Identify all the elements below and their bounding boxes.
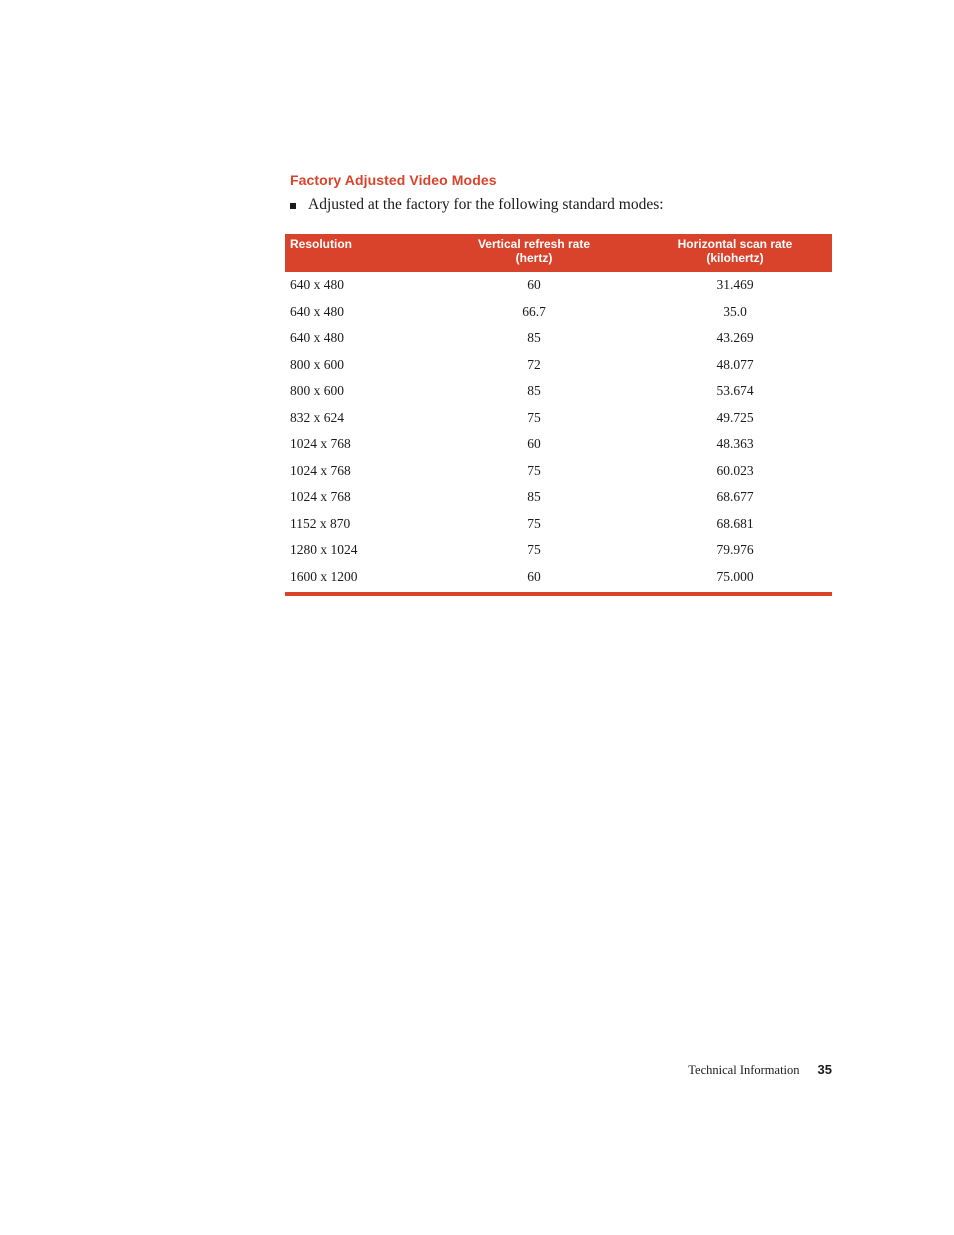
table-row	[285, 484, 832, 511]
header-horizontal-line1: Horizontal scan rate	[677, 237, 793, 251]
cell-resolution: 800 x 600	[290, 383, 344, 399]
table-row	[285, 537, 832, 564]
cell-horizontal-scan: 48.363	[716, 436, 754, 452]
cell-horizontal-scan: 68.677	[716, 489, 754, 505]
header-horizontal-line2: (kilohertz)	[706, 251, 764, 265]
cell-vertical-refresh: 75	[527, 542, 541, 558]
table-body	[285, 272, 832, 594]
footer-section-label: Technical Information	[688, 1063, 800, 1077]
cell-horizontal-scan: 43.269	[716, 330, 754, 346]
cell-horizontal-scan: 48.077	[716, 356, 754, 372]
table-row	[285, 511, 832, 538]
cell-vertical-refresh: 85	[527, 383, 541, 399]
table-row	[285, 272, 832, 299]
header-resolution	[285, 234, 430, 272]
table-row	[285, 564, 832, 595]
bullet-text: Adjusted at the factory for the following standard modes:	[308, 196, 664, 213]
cell-vertical-refresh: 75	[527, 409, 541, 425]
cell-resolution: 640 x 480	[290, 330, 344, 346]
cell-horizontal-scan: 68.681	[716, 515, 754, 531]
table-row	[285, 405, 832, 432]
header-vertical-line1: Vertical refresh rate	[477, 237, 591, 251]
cell-horizontal-scan: 49.725	[716, 409, 754, 425]
cell-vertical-refresh: 66.7	[522, 303, 546, 319]
cell-resolution: 1600 x 1200	[290, 568, 358, 584]
table-row	[285, 352, 832, 379]
header-vertical-line2: (hertz)	[515, 251, 553, 265]
cell-resolution: 1024 x 768	[290, 436, 351, 452]
cell-horizontal-scan: 53.674	[716, 383, 754, 399]
cell-vertical-refresh: 60	[527, 277, 541, 293]
cell-horizontal-scan: 31.469	[716, 277, 754, 293]
table-row	[285, 378, 832, 405]
cell-vertical-refresh: 75	[527, 515, 541, 531]
cell-resolution: 1152 x 870	[290, 515, 351, 531]
table-row	[285, 431, 832, 458]
table-row	[285, 325, 832, 352]
cell-resolution: 1024 x 768	[290, 462, 351, 478]
cell-vertical-refresh: 72	[527, 356, 541, 372]
cell-vertical-refresh: 60	[527, 436, 541, 452]
page-footer	[688, 1062, 832, 1078]
cell-resolution: 640 x 480	[290, 277, 344, 293]
video-modes-table	[285, 234, 832, 596]
cell-vertical-refresh: 85	[527, 489, 541, 505]
cell-resolution: 1280 x 1024	[290, 542, 358, 558]
cell-resolution: 832 x 624	[290, 409, 344, 425]
table-row	[285, 458, 832, 485]
square-bullet-icon	[290, 203, 296, 209]
section-heading: Factory Adjusted Video Modes	[290, 172, 497, 188]
cell-horizontal-scan: 35.0	[723, 303, 747, 319]
header-vertical-refresh	[430, 234, 638, 272]
table-row	[285, 299, 832, 326]
cell-horizontal-scan: 60.023	[716, 462, 754, 478]
cell-vertical-refresh: 85	[527, 330, 541, 346]
header-resolution-label: Resolution	[290, 237, 352, 251]
page-number: 35	[817, 1062, 832, 1077]
cell-resolution: 640 x 480	[290, 303, 344, 319]
cell-vertical-refresh: 75	[527, 462, 541, 478]
cell-resolution: 800 x 600	[290, 356, 344, 372]
cell-horizontal-scan: 75.000	[716, 568, 754, 584]
cell-resolution: 1024 x 768	[290, 489, 351, 505]
header-horizontal-scan	[638, 234, 832, 272]
cell-horizontal-scan: 79.976	[716, 542, 754, 558]
table-header-row	[285, 234, 832, 272]
bullet-item	[290, 195, 664, 215]
cell-vertical-refresh: 60	[527, 568, 541, 584]
